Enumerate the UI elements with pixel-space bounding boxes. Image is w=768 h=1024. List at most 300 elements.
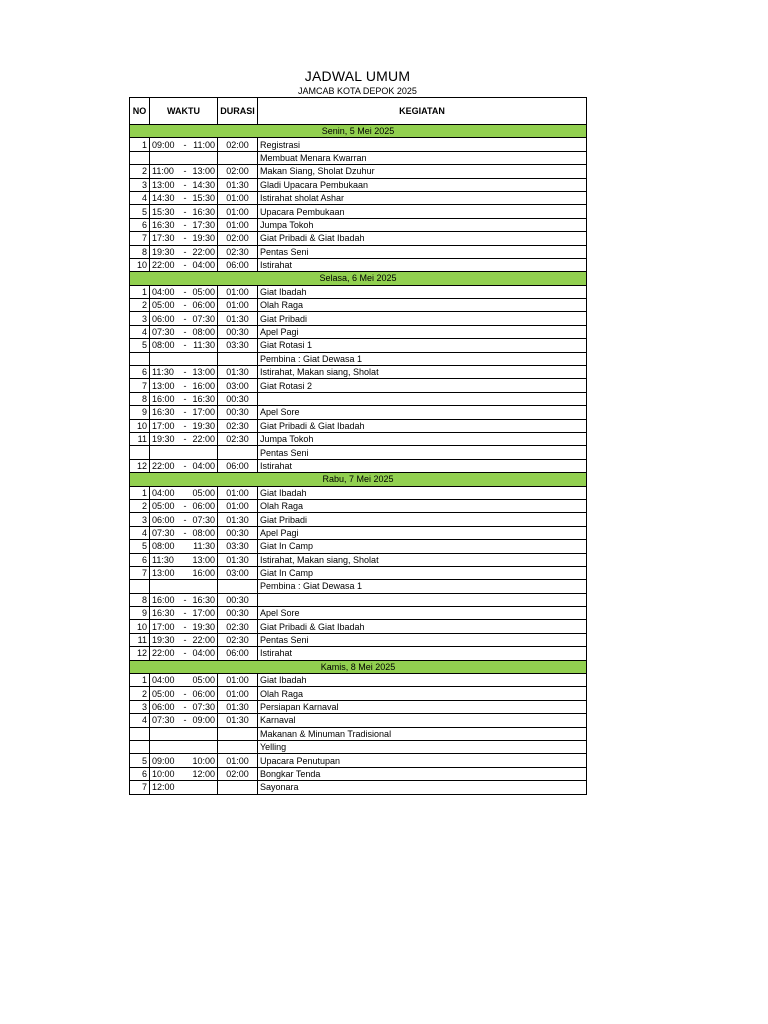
row-kegiatan: Giat Ibadah (258, 674, 587, 687)
row-number: 3 (130, 513, 150, 526)
row-durasi: 01:00 (218, 486, 258, 499)
time-separator: - (183, 514, 187, 525)
row-kegiatan: Istirahat (258, 258, 587, 271)
row-kegiatan: Membuat Menara Kwarran (258, 151, 587, 164)
row-number: 7 (130, 566, 150, 579)
time-start: 07:30 (152, 715, 175, 726)
row-number: 1 (130, 486, 150, 499)
row-number: 5 (130, 205, 150, 218)
time-end: 11:30 (193, 340, 215, 351)
time-range (152, 567, 215, 579)
time-end: 13:00 (192, 367, 215, 378)
time-end: 17:00 (192, 407, 215, 418)
row-kegiatan: Istirahat sholat Ashar (258, 191, 587, 204)
row-durasi: 00:30 (218, 526, 258, 539)
time-end: 13:00 (192, 166, 215, 177)
table-row (130, 526, 587, 539)
row-waktu (150, 486, 218, 499)
time-end: 19:30 (192, 233, 215, 244)
table-row (130, 593, 587, 606)
row-waktu (150, 553, 218, 566)
time-separator: - (183, 340, 187, 351)
table-row (130, 178, 587, 191)
row-kegiatan: Apel Sore (258, 607, 587, 620)
row-kegiatan: Makan Siang, Sholat Dzuhur (258, 165, 587, 178)
row-durasi: 02:30 (218, 419, 258, 432)
time-start: 22:00 (152, 460, 175, 471)
row-durasi: 02:30 (218, 633, 258, 646)
time-end: 08:00 (192, 527, 215, 538)
time-range (152, 380, 215, 392)
row-number (130, 727, 150, 740)
time-end: 16:30 (192, 594, 215, 605)
row-number (130, 446, 150, 459)
time-start: 04:00 (152, 487, 175, 498)
row-waktu (150, 633, 218, 646)
row-kegiatan: Giat Rotasi 1 (258, 339, 587, 352)
time-start: 11:30 (152, 554, 174, 565)
row-durasi (218, 446, 258, 459)
time-start: 16:30 (152, 219, 175, 230)
row-kegiatan: Makanan & Minuman Tradisional (258, 727, 587, 740)
row-number: 1 (130, 674, 150, 687)
time-end: 07:30 (192, 313, 215, 324)
time-range (152, 621, 215, 633)
time-start: 22:00 (152, 260, 175, 271)
day-header: Rabu, 7 Mei 2025 (130, 473, 587, 486)
schedule-table (129, 97, 587, 795)
time-separator: - (183, 286, 187, 297)
row-waktu (150, 432, 218, 445)
table-row (130, 620, 587, 633)
row-durasi: 01:30 (218, 366, 258, 379)
time-range (152, 487, 215, 499)
time-end: 19:30 (192, 621, 215, 632)
row-number: 6 (130, 218, 150, 231)
row-kegiatan: Istirahat, Makan siang, Sholat (258, 366, 587, 379)
row-number: 2 (130, 299, 150, 312)
time-range (152, 514, 215, 526)
time-separator: - (183, 594, 187, 605)
time-start: 06:00 (152, 313, 175, 324)
table-row (130, 165, 587, 178)
time-start: 05:00 (152, 688, 175, 699)
row-kegiatan: Olah Raga (258, 499, 587, 512)
time-end: 04:00 (192, 460, 215, 471)
document-title: JADWAL UMUM (304, 68, 411, 84)
row-waktu (150, 566, 218, 579)
time-range (152, 366, 215, 378)
row-waktu (150, 607, 218, 620)
time-separator: - (183, 407, 187, 418)
row-number: 4 (130, 325, 150, 338)
row-durasi: 02:00 (218, 138, 258, 151)
row-durasi: 02:00 (218, 165, 258, 178)
time-start: 16:00 (152, 394, 175, 404)
table-row (130, 299, 587, 312)
time-range (152, 232, 215, 244)
time-end: 22:00 (192, 246, 215, 257)
table-row (130, 218, 587, 231)
row-number: 4 (130, 714, 150, 727)
time-start: 11:30 (152, 367, 174, 378)
table-row (130, 432, 587, 445)
time-range (152, 192, 215, 204)
day-header: Senin, 5 Mei 2025 (130, 125, 587, 138)
table-row (130, 754, 587, 767)
header-durasi: DURASI (218, 98, 258, 125)
time-range (152, 179, 215, 191)
table-row (130, 339, 587, 352)
row-number (130, 352, 150, 365)
row-waktu (150, 379, 218, 392)
table-row (130, 486, 587, 499)
time-separator (180, 674, 191, 686)
row-durasi: 01:00 (218, 674, 258, 687)
time-start: 13:00 (152, 179, 175, 190)
time-separator: - (183, 434, 187, 445)
row-waktu (150, 191, 218, 204)
table-row (130, 647, 587, 660)
time-separator: - (183, 460, 187, 471)
time-separator (180, 487, 191, 499)
day-header-row (130, 660, 587, 673)
row-durasi: 01:00 (218, 285, 258, 298)
row-number: 3 (130, 312, 150, 325)
row-kegiatan: Sayonara (258, 781, 587, 794)
row-durasi: 03:00 (218, 379, 258, 392)
time-end: 13:00 (192, 554, 215, 565)
time-start: 22:00 (152, 648, 175, 659)
row-waktu (150, 325, 218, 338)
table-row (130, 205, 587, 218)
row-waktu (150, 499, 218, 512)
row-durasi: 06:00 (218, 647, 258, 660)
time-start: 13:00 (152, 568, 175, 579)
row-kegiatan: Pembina : Giat Dewasa 1 (258, 580, 587, 593)
row-waktu (150, 352, 218, 365)
table-row (130, 138, 587, 151)
time-separator: - (183, 715, 187, 726)
row-number: 5 (130, 754, 150, 767)
time-range (152, 460, 215, 472)
time-separator: - (183, 688, 187, 699)
row-waktu (150, 138, 218, 151)
row-waktu (150, 700, 218, 713)
header-no: NO (130, 98, 150, 125)
day-header: Selasa, 6 Mei 2025 (130, 272, 587, 285)
row-number: 8 (130, 245, 150, 258)
row-kegiatan: Giat Ibadah (258, 486, 587, 499)
row-waktu (150, 205, 218, 218)
row-waktu (150, 674, 218, 687)
row-waktu (150, 245, 218, 258)
time-start: 13:00 (152, 380, 175, 391)
row-number: 6 (130, 366, 150, 379)
row-number (130, 740, 150, 753)
row-durasi (218, 727, 258, 740)
time-start: 05:00 (152, 501, 175, 512)
row-number: 8 (130, 392, 150, 405)
table-row (130, 674, 587, 687)
row-durasi: 01:30 (218, 714, 258, 727)
row-number: 2 (130, 165, 150, 178)
row-waktu (150, 419, 218, 432)
row-waktu (150, 285, 218, 298)
row-number: 4 (130, 526, 150, 539)
table-row (130, 258, 587, 271)
row-number: 7 (130, 781, 150, 794)
row-number: 2 (130, 687, 150, 700)
row-durasi: 03:30 (218, 339, 258, 352)
row-durasi: 02:30 (218, 620, 258, 633)
time-separator: - (183, 648, 187, 659)
row-durasi: 01:30 (218, 513, 258, 526)
row-kegiatan: Registrasi (258, 138, 587, 151)
time-separator: - (183, 193, 187, 204)
row-number: 1 (130, 285, 150, 298)
row-kegiatan: Karnaval (258, 714, 587, 727)
row-number: 12 (130, 647, 150, 660)
table-row (130, 392, 587, 405)
time-range (152, 634, 215, 646)
time-end: 11:00 (193, 139, 215, 150)
table-row (130, 459, 587, 472)
time-end: 09:00 (192, 715, 215, 726)
header-waktu: WAKTU (150, 98, 218, 125)
table-row (130, 245, 587, 258)
time-end: 16:30 (192, 206, 215, 217)
time-range (152, 406, 215, 418)
time-start: 06:00 (152, 514, 175, 525)
time-separator: - (183, 300, 187, 311)
row-kegiatan: Giat Pribadi & Giat Ibadah (258, 620, 587, 633)
table-row (130, 446, 587, 459)
row-waktu (150, 513, 218, 526)
time-start: 12:00 (152, 782, 175, 793)
row-number: 11 (130, 633, 150, 646)
time-start: 08:00 (152, 340, 175, 351)
time-separator: - (183, 260, 187, 271)
time-range (152, 714, 215, 726)
time-separator: - (183, 166, 187, 177)
time-separator: - (183, 501, 187, 512)
row-durasi: 01:00 (218, 218, 258, 231)
time-separator: - (183, 701, 187, 712)
time-start: 17:30 (152, 233, 175, 244)
row-durasi: 02:30 (218, 432, 258, 445)
table-row (130, 151, 587, 164)
header-kegiatan: KEGIATAN (258, 98, 587, 125)
row-number: 12 (130, 459, 150, 472)
time-start: 19:30 (152, 434, 175, 445)
time-end: 12:00 (192, 768, 215, 779)
time-range (152, 647, 215, 659)
day-header-row (130, 125, 587, 138)
row-number: 10 (130, 258, 150, 271)
row-durasi (218, 740, 258, 753)
row-durasi: 00:30 (218, 593, 258, 606)
time-separator (180, 768, 191, 780)
time-range (152, 326, 215, 338)
row-kegiatan: Jumpa Tokoh (258, 432, 587, 445)
row-number: 1 (130, 138, 150, 151)
row-durasi: 00:30 (218, 392, 258, 405)
time-end: 06:00 (192, 688, 215, 699)
row-kegiatan: Pembina : Giat Dewasa 1 (258, 352, 587, 365)
time-end: 17:30 (192, 219, 215, 230)
time-range (152, 607, 215, 619)
table-row (130, 366, 587, 379)
time-separator (180, 554, 191, 566)
row-kegiatan: Apel Sore (258, 406, 587, 419)
time-range (152, 540, 215, 552)
row-waktu (150, 218, 218, 231)
time-range (152, 219, 215, 231)
time-end: 10:00 (192, 755, 215, 766)
row-number (130, 151, 150, 164)
row-durasi: 01:00 (218, 687, 258, 700)
time-range (152, 554, 215, 566)
time-separator: - (183, 219, 187, 230)
time-range (152, 500, 215, 512)
table-row (130, 687, 587, 700)
row-kegiatan (258, 392, 587, 405)
row-number: 5 (130, 540, 150, 553)
row-durasi: 01:00 (218, 754, 258, 767)
time-start: 15:30 (152, 206, 175, 217)
row-durasi: 01:00 (218, 205, 258, 218)
row-waktu (150, 366, 218, 379)
time-start: 09:00 (152, 755, 175, 766)
row-kegiatan: Gladi Upacara Pembukaan (258, 178, 587, 191)
row-number: 7 (130, 232, 150, 245)
time-separator: - (183, 608, 187, 619)
time-start: 08:00 (152, 541, 175, 552)
row-durasi: 00:30 (218, 607, 258, 620)
row-kegiatan: Giat In Camp (258, 540, 587, 553)
row-kegiatan: Apel Pagi (258, 526, 587, 539)
row-durasi: 00:30 (218, 406, 258, 419)
table-row (130, 566, 587, 579)
table-row (130, 767, 587, 780)
time-start: 19:30 (152, 635, 175, 646)
row-waktu (150, 540, 218, 553)
row-durasi: 03:00 (218, 566, 258, 579)
time-range (152, 299, 215, 311)
row-waktu (150, 526, 218, 539)
time-separator: - (183, 327, 187, 338)
time-end: 06:00 (192, 300, 215, 311)
time-range (152, 594, 215, 606)
table-row (130, 781, 587, 794)
day-header-row (130, 272, 587, 285)
row-waktu (150, 687, 218, 700)
time-end: 17:00 (192, 608, 215, 619)
row-waktu (150, 446, 218, 459)
time-range (152, 246, 215, 258)
row-waktu (150, 339, 218, 352)
row-kegiatan: Giat Pribadi (258, 312, 587, 325)
time-range (152, 420, 215, 432)
document-subtitle: JAMCAB KOTA DEPOK 2025 (298, 86, 417, 96)
time-end: 05:00 (192, 675, 215, 686)
time-end: 07:30 (192, 514, 215, 525)
row-kegiatan: Bongkar Tenda (258, 767, 587, 780)
table-row (130, 191, 587, 204)
table-row (130, 607, 587, 620)
time-range (152, 139, 215, 151)
row-waktu (150, 392, 218, 405)
time-end: 22:00 (192, 434, 215, 445)
row-kegiatan: Upacara Pembukaan (258, 205, 587, 218)
time-end (190, 781, 215, 793)
time-start: 14:30 (152, 193, 175, 204)
row-kegiatan: Yelling (258, 740, 587, 753)
time-start: 06:00 (152, 701, 175, 712)
row-number: 2 (130, 499, 150, 512)
row-durasi (218, 352, 258, 365)
row-number: 8 (130, 593, 150, 606)
time-end: 15:30 (192, 193, 215, 204)
time-start: 04:00 (152, 675, 175, 686)
time-start: 17:00 (152, 420, 175, 431)
table-row (130, 580, 587, 593)
row-kegiatan: Pentas Seni (258, 245, 587, 258)
row-durasi: 02:00 (218, 232, 258, 245)
time-range (152, 688, 215, 700)
time-separator: - (183, 527, 187, 538)
time-separator: - (183, 635, 187, 646)
row-waktu (150, 459, 218, 472)
row-kegiatan: Giat Pribadi (258, 513, 587, 526)
table-row (130, 633, 587, 646)
time-start: 07:30 (152, 327, 175, 338)
time-separator (180, 540, 191, 552)
time-range (152, 527, 215, 539)
table-row (130, 740, 587, 753)
row-durasi: 01:30 (218, 553, 258, 566)
row-waktu (150, 714, 218, 727)
row-number: 3 (130, 700, 150, 713)
row-kegiatan: Giat Pribadi & Giat Ibadah (258, 232, 587, 245)
time-start: 17:00 (152, 621, 175, 632)
time-range (152, 206, 215, 218)
time-start: 11:00 (152, 166, 174, 177)
row-durasi: 00:30 (218, 325, 258, 338)
time-start: 10:00 (152, 768, 175, 779)
row-durasi: 03:30 (218, 540, 258, 553)
schedule-body (130, 125, 587, 795)
row-waktu (150, 580, 218, 593)
row-waktu (150, 178, 218, 191)
row-kegiatan: Giat In Camp (258, 566, 587, 579)
row-kegiatan: Giat Ibadah (258, 285, 587, 298)
time-start: 16:00 (152, 594, 175, 605)
time-separator (180, 781, 191, 793)
row-kegiatan: Apel Pagi (258, 325, 587, 338)
time-end: 05:00 (192, 487, 215, 498)
row-kegiatan: Upacara Penutupan (258, 754, 587, 767)
row-number: 9 (130, 406, 150, 419)
row-durasi (218, 781, 258, 794)
time-separator: - (183, 139, 187, 150)
time-end: 16:30 (192, 394, 215, 404)
row-waktu (150, 767, 218, 780)
row-durasi: 02:00 (218, 767, 258, 780)
row-kegiatan: Istirahat, Makan siang, Sholat (258, 553, 587, 566)
row-waktu (150, 727, 218, 740)
